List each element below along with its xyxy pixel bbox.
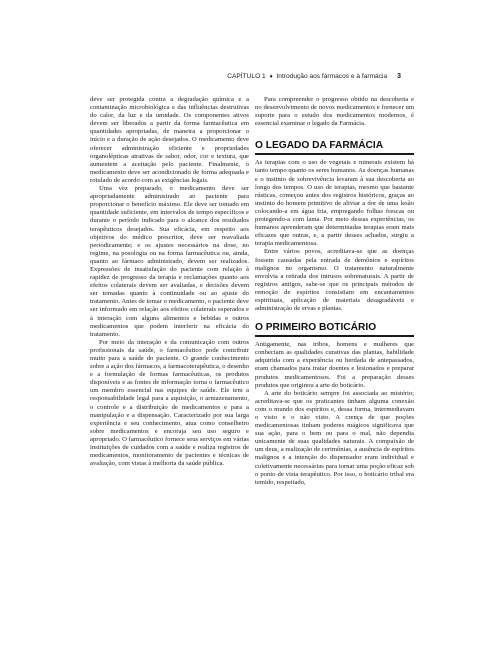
diamond-separator-icon: ♦ bbox=[269, 74, 273, 80]
spacer bbox=[255, 313, 414, 322]
section-heading-boticario: O PRIMEIRO BOTICÁRIO bbox=[255, 322, 377, 334]
page-number: 3 bbox=[397, 71, 401, 80]
section-heading-legado: O LEGADO DA FARMÁCIA bbox=[255, 140, 384, 152]
chapter-label: CAPÍTULO 1 bbox=[227, 73, 266, 80]
intro-paragraph: Para compreender o progresso obtido na descoberta e no desenvolvimento de novos medicamentos e fornecer um suporte para o estudo dos medicamentos modernos, é essencial examinar o legado da Farmácia. bbox=[255, 96, 414, 128]
heading-rule bbox=[255, 335, 414, 337]
chapter-title: Introdução aos fármacos e à farmácia bbox=[276, 73, 388, 80]
paragraph: Entre vários povos, acreditava-se que as doenças fossem causadas pela entrada de demônios e espíritos malignos no organismo. O tratamento naturalmente envolvia a retirada dos intrusos sobrenaturais. A partir de registros antigos, sabe-se que os principais métodos de remoção de espíritos consistiam em encantamentos espirituais, aplicação de materiais desagradáveis e administração de ervas e plantas. bbox=[255, 248, 414, 313]
spacer bbox=[255, 128, 414, 140]
paragraph: Antigamente, nas tribos, homens e mulheres que conheciam as qualidades curativas das plantas, habilidade adquirida com a experiência ou herdada de antepassados, eram chamados para tratar doentes e lesionados e preparar produtos medicamentosos. Foi a preparação desses produtos que originou a arte do boticário. bbox=[255, 341, 414, 389]
right-column bbox=[255, 96, 414, 487]
paragraph: Uma vez preparado, o medicamento deve ser apropriadamente administrado ao paciente para proporcionar o benefício máximo. Ele deve ser tomado em quantidade suficiente, em intervalos de tempo específicos e durante o período indicado para o alcance dos resultados terapêuticos desejados. Sua eficácia, em respeito aos objetivos do médico prescritor, deve ser reavaliada periodicamente; e os ajustes necessários na dose, no regime, na posologia ou na forma farmacêutica ou, ainda, quanto ao fármaco administrado, devem ser realizados. Expressões de insatisfação do paciente com relação à rapidez de progresso da terapia e reclamações quanto aos efeitos colaterais devem ser avaliadas, e decisões devem ser tomadas quanto à continuidade ou ao ajuste do tratamento. Antes de tomar o medicamento, o paciente deve ser informado em relação aos efeitos colaterais esperados e à interação com alguns alimentos e bebidas e outros medicamentos que podem interferir na eficácia do tratamento. bbox=[90, 185, 249, 338]
left-column bbox=[90, 96, 249, 468]
heading-rule bbox=[255, 153, 414, 155]
paragraph: A arte do boticário sempre foi associada ao mistério; acreditava-se que os praticantes tinham alguma conexão com o mundo dos espíritos e, dessa forma, intermediavam o visto e o não visto. A crença de que poções medicamentosas tinham poderes mágicos significava que sua ação, para o bem ou para o mal, não dependia unicamente de suas qualidades naturais. A compaixão de um deus, a realização de cerimônias, a ausência de espíritos malignos e a intenção do dispensador eram individual e coletivamente necessárias para tornar uma poção eficaz sob o ponto de vista terapêutico. Por isso, o boticário tribal era temido, respeitado, bbox=[255, 389, 414, 486]
paragraph: deve ser protegida contra a degradação química e a contaminação microbiológica e das influências destrutivas do calor, da luz e da umidade. Os componentes ativos devem ser liberados a partir da forma farmacêutica em quantidades apropriadas, de maneira a proporcionar o início e a duração de ação desejados. O medicamento deve oferecer administração eficiente e propriedades organolépticas atrativas de sabor, odor, cor e textura, que aumentem a aceitação pelo paciente. Finalmente, o medicamento deve ser acondicionado de forma adequada e rotulado de acordo com as exigências legais. bbox=[90, 96, 249, 184]
paragraph: As terapias com o uso de vegetais e minerais existem há tanto tempo quanto os seres humanos. As doenças humanas e o instinto de sobrevivência levaram à sua descoberta ao longo dos tempos. O uso de terapias, mesmo que bastante rústicas, começou antes dos registros históricos, graças ao instinto do homem primitivo de aliviar a dor de uma lesão colocando-a em água fria, empregando folhas frescas ou protegendo-a com lama. Por meio dessas experiências, os humanos aprenderam que determinadas terapias eram mais eficazes que outras, e, a partir desses achados, surgiu a terapia medicamentosa. bbox=[255, 159, 414, 248]
running-header bbox=[227, 71, 401, 80]
paragraph: Por meio da interação e da comunicação com outros profissionais da saúde, o farmacêutico pode contribuir muito para a saúde do paciente. O grande conhecimento sobre a ação dos fármacos, a farmacoterapêutica, o desenho e a formulação de formas farmacêuticas, os produtos disponíveis e as fontes de informação torna o farmacêutico um membro essencial nas equipes de saúde. Ele tem a responsabilidade legal para a aquisição, o armazenamento, o controle e a distribuição de medicamentos e para a manipulação e a dispensação. Caracterizado por sua larga experiência e seu conhecimento, atua como conselheiro sobre medicamentos e encoraja seu uso seguro e apropriado. O farmacêutico fornece seus serviços em várias instituições de cuidados com a saúde e realiza registros de medicamentos, monitoramento de pacientes e técnicas de avaliação, com vistas à melhoria da saúde pública. bbox=[90, 338, 249, 468]
